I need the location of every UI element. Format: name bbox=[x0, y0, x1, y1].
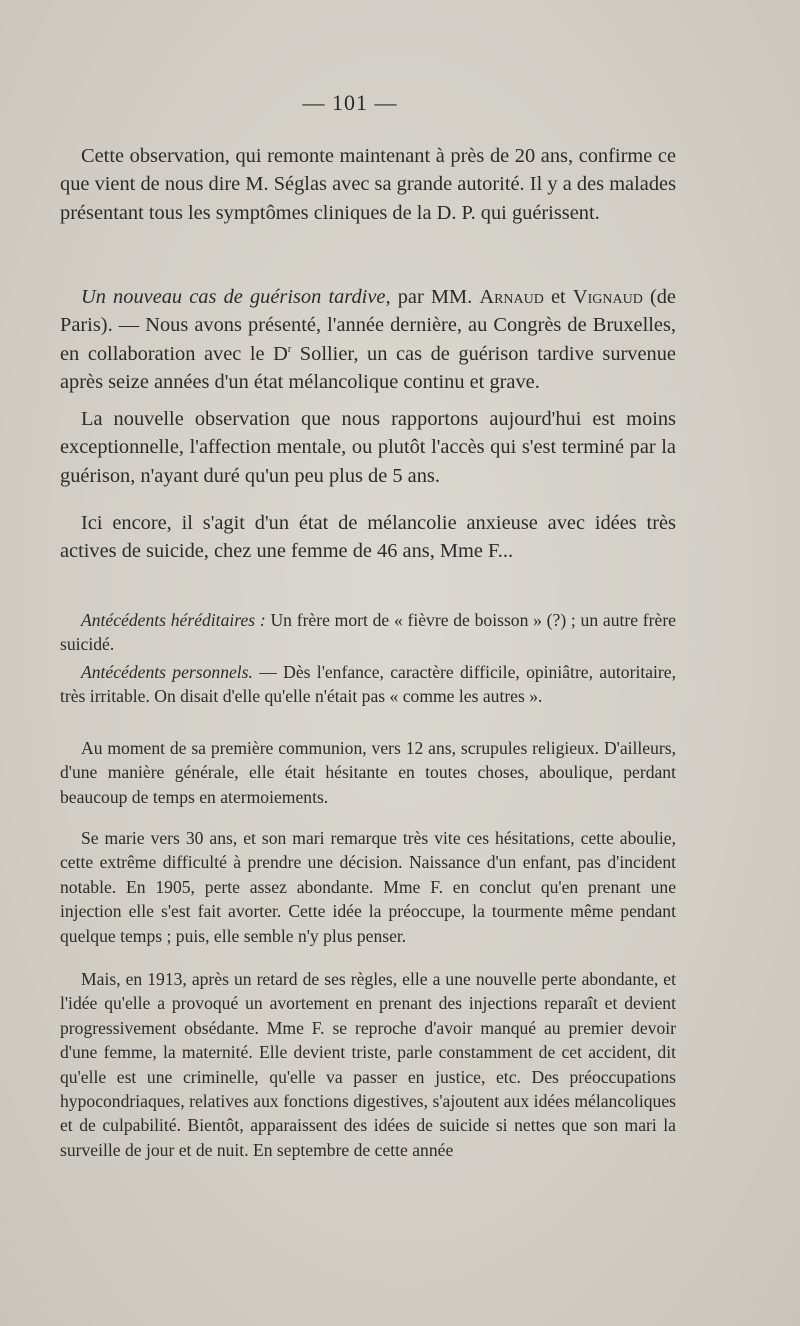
paragraph-text: (de Paris). — Nous avons présenté, l'année dernière, au Congrès de Bruxelles, en collaboration avec le D bbox=[60, 286, 676, 365]
paragraph-communion: Au moment de sa première communion, vers 12 ans, scrupules religieux. D'ailleurs, d'une manière générale, elle était hésitante en toutes choses, aboulique, perdant beaucoup de temps en atermoiements. bbox=[60, 738, 676, 807]
conjunction-text: et bbox=[543, 286, 573, 308]
section-title: Un nouveau cas de guérison tardive, bbox=[81, 286, 391, 308]
paragraph-personal-history bbox=[60, 660, 676, 709]
page-number: — 101 — bbox=[302, 90, 398, 115]
paragraph-text: Sollier, un cas de guérison tardive survenue après seize années d'un état mélancolique continu et grave. bbox=[60, 342, 676, 393]
doctor-abbrev-superscript: r bbox=[287, 343, 292, 355]
paragraph-patient-intro: Ici encore, il s'agit d'un état de mélancolie anxieuse avec idées très actives de suicide, chez une femme de 46 ans, Mme F... bbox=[60, 512, 676, 563]
subheading-personal: Antécédents personnels. bbox=[81, 662, 253, 682]
subheading-hereditary: Antécédents héréditaires : bbox=[81, 610, 266, 630]
author-name-vignaud: Vignaud bbox=[572, 286, 643, 308]
paragraph-marriage: Se marie vers 30 ans, et son mari remarque très vite ces hésitations, cette aboulie, cette extrême difficulté à prendre une décision. Naissance d'un enfant, pas d'incident notable. En 1905, perte assez abondante. Mme F. en conclut qu'en prenant une injection elle s'est fait avorter. Cette idée la préoccupe, la tourmente même pendant quelque temps ; puis, elle semble n'y plus penser. bbox=[60, 828, 676, 946]
byline-text: par MM. bbox=[390, 286, 480, 308]
paragraph-text: — Dès l'enfance, caractère difficile, opiniâtre, autoritaire, très irritable. On disait d'elle qu'elle n'était pas « comme les autres ». bbox=[60, 662, 677, 707]
paragraph-new-observation: La nouvelle observation que nous rapportons aujourd'hui est moins exceptionnelle, l'affection mentale, ou plutôt l'accès qui s'est terminé par la guérison, n'ayant duré qu'un peu plus de 5 ans. bbox=[60, 408, 676, 487]
paragraph-observation-conclusion: Cette observation, qui remonte maintenant à près de 20 ans, confirme ce que vient de nous dire M. Séglas avec sa grande autorité. Il y a des malades présentant tous les symptômes cliniques de la D. P. qui guérissent. bbox=[60, 145, 676, 224]
author-name-arnaud: Arnaud bbox=[479, 286, 544, 308]
paragraph-case-introduction bbox=[60, 283, 676, 396]
paragraph-text: Un frère mort de « fièvre de boisson » (?) ; un autre frère suicidé. bbox=[60, 610, 676, 655]
paragraph-hereditary-history bbox=[60, 608, 676, 657]
paragraph-1913-episode: Mais, en 1913, après un retard de ses règles, elle a une nouvelle perte abondante, et l'idée qu'elle a provoqué un avortement en prenant des injections reparaît et devient progressivement obsédante. Mme F. se reproche d'avoir manqué au premier devoir d'une femme, la maternité. Elle devient triste, parle constamment de cet accident, dit qu'elle est une criminelle, qu'elle va passer en justice, etc. Des préoccupations hypocondriaques, relatives aux fonctions digestives, s'ajoutent aux idées mélancoliques et de culpabilité. Bientôt, apparaissent des idées de suicide si nettes que son mari la surveille de jour et de nuit. En septembre de cette année bbox=[60, 969, 676, 1160]
